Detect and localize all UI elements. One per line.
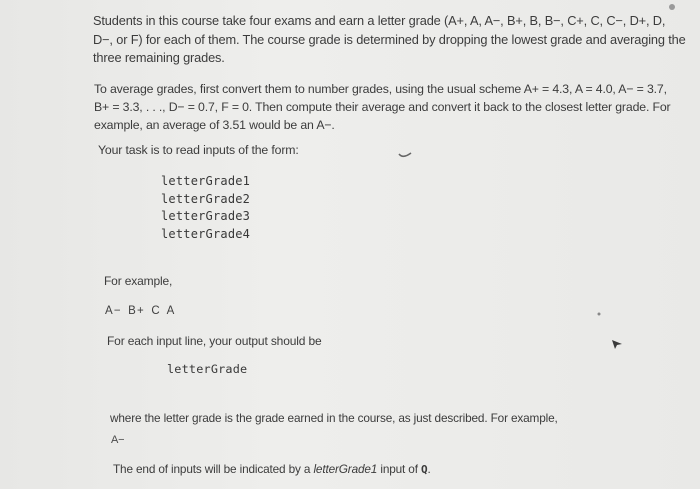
stray-dot-mark bbox=[667, 2, 677, 12]
end-prefix: The end of inputs will be indicated by a bbox=[113, 462, 314, 476]
cursor-arrow-icon bbox=[611, 338, 623, 350]
input-form-line: letterGrade4 bbox=[161, 226, 251, 241]
output-intro-paragraph: For each input line, your output should be bbox=[107, 334, 322, 348]
where-paragraph: where the letter grade is the grade earned in the course, as just described. For example, bbox=[110, 411, 558, 425]
example-output-line: A− bbox=[111, 434, 125, 446]
input-form-line: letterGrade1 bbox=[161, 174, 251, 188]
example-input-line: A− B+ C A bbox=[105, 305, 176, 317]
end-middle: input of bbox=[377, 462, 421, 476]
end-of-input-paragraph bbox=[113, 460, 431, 480]
end-code: Q bbox=[420, 463, 428, 476]
end-suffix: . bbox=[427, 462, 431, 476]
input-form-list bbox=[161, 173, 250, 243]
input-form-line: letterGrade2 bbox=[161, 191, 251, 206]
for-example-label: For example, bbox=[104, 274, 173, 288]
task-paragraph: Your task is to read inputs of the form: bbox=[98, 143, 299, 157]
averaging-paragraph: To average grades, first convert them to number grades, using the usual scheme A+ = 4.3, A = 4.0, A− = 3.7, B+ = 3.3, . . ., D− = 0.7, F = 0. Then compute their average and convert it back to the closest letter grade. For example, an average of 3.51 would be an A−. bbox=[94, 82, 671, 132]
input-form-line: letterGrade3 bbox=[161, 209, 251, 223]
intro-paragraph: Students in this course take four exams and earn a letter grade (A+, A, A−, B+, B, B−, C+, C, C−, D+, D, D−, or F) for each of them. The course grade is determined by dropping the lowest grade and averaging the three remaining grades. bbox=[93, 13, 686, 65]
stray-speck-mark bbox=[596, 311, 602, 317]
output-form-line: letterGrade bbox=[167, 362, 248, 376]
stray-check-mark bbox=[398, 151, 412, 161]
end-variable: letterGrade1 bbox=[313, 462, 378, 476]
